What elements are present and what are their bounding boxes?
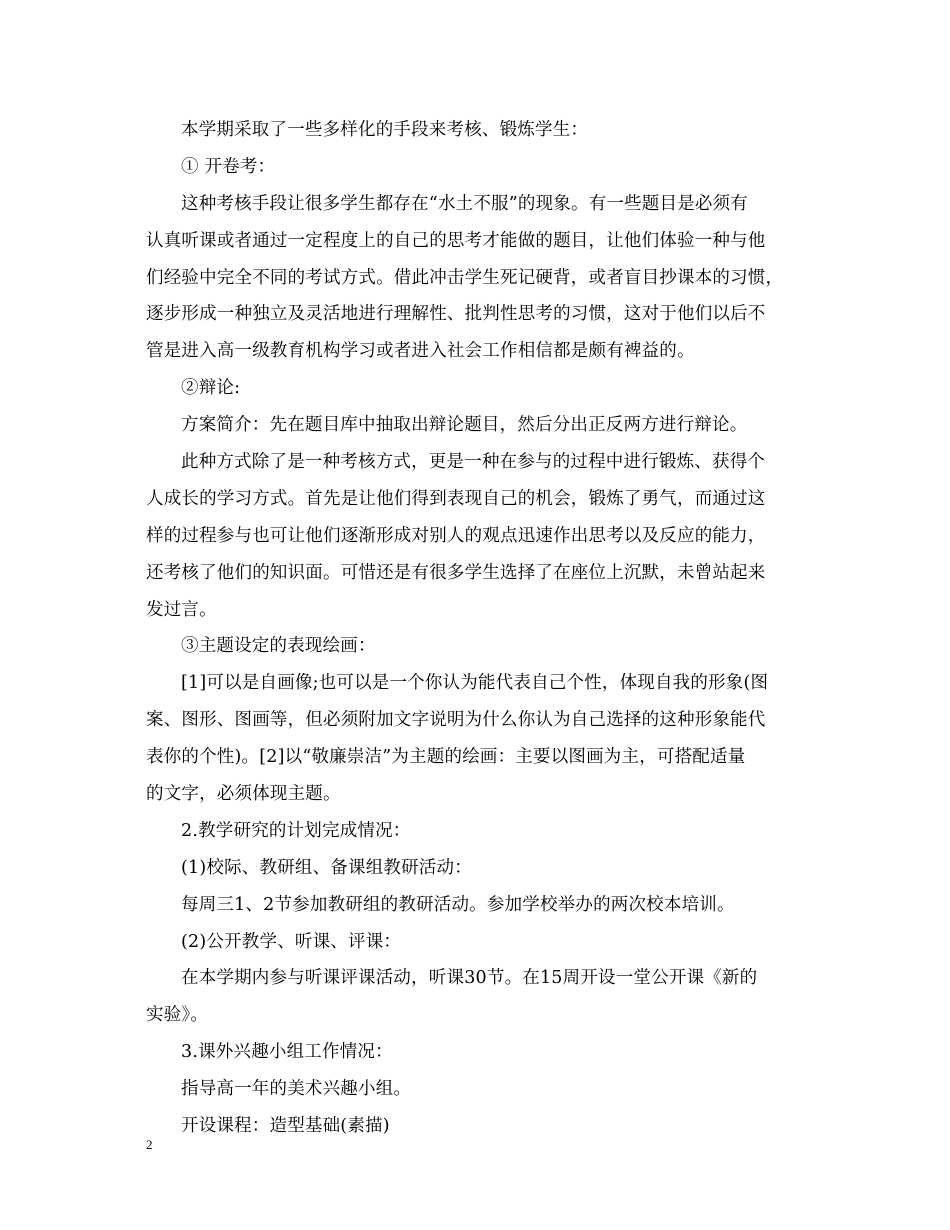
text-line: 人成长的学习方式。首先是让他们得到表现自己的机会，锻炼了勇气，而通过这 [146,488,766,509]
text-line: 指导高一年的美术兴趣小组。 [181,1079,412,1100]
text-line: 还考核了他们的知识面。可惜还是有很多学生选择了在座位上沉默，未曾站起来 [146,562,766,583]
text-line: 实验》。 [146,1005,209,1026]
text-line: 此种方式除了是一种考核方式，更是一种在参与的过程中进行锻炼、获得个 [181,452,766,473]
text-line: 方案简介：先在题目库中抽取出辩论题目，然后分出正反两方进行辩论。 [181,415,748,436]
text-line: 表你的个性)。[2]以“敬廉崇洁”为主题的绘画：主要以图画为主，可搭配适量 [146,747,746,768]
page-number: 2 [146,1137,153,1152]
text-line: ① 开卷考： [181,156,276,177]
text-line: 在本学期内参与听课评课活动，听课30节。在15周开设一堂公开课《新的 [181,968,758,989]
text-line: 这种考核手段让很多学生都存在“水土不服”的现象。有一些题目是必须有 [181,193,748,214]
text-line: 逐步形成一种独立及灵活地进行理解性、批判性思考的习惯，这对于他们以后不 [146,304,766,325]
document-body [146,112,806,1145]
text-line: 们经验中完全不同的考试方式。借此冲击学生死记硬背，或者盲目抄课本的习惯， [146,267,784,288]
text-line: [1]可以是自画像;也可以是一个你认为能代表自己个性，体现自我的形象(图 [181,673,769,694]
text-line: 3.课外兴趣小组工作情况： [181,1042,393,1063]
text-line: (2)公开教学、听课、评课： [181,931,402,952]
text-line: 本学期采取了一些多样化的手段来考核、锻炼学生： [181,120,589,140]
text-line: 的文字，必须体现主题。 [146,784,341,805]
text-line: 样的过程参与也可让他们逐渐形成对别人的观点迅速作出思考以及反应的能力， [146,525,766,546]
text-line: 2.教学研究的计划完成情况： [181,820,411,841]
text-line: ②辩论: [181,378,241,399]
text-line: (1)校际、教研组、备课组教研活动： [181,857,472,878]
text-line: 管是进入高一级教育机构学习或者进入社会工作相信都是颇有裨益的。 [146,341,695,362]
text-line: 发过言。 [146,599,217,620]
text-line: ③主题设定的表现绘画： [181,636,376,657]
text-line: 开设课程：造型基础(素描) [181,1116,390,1137]
text-line: 认真听课或者通过一定程度上的自己的思考才能做的题目，让他们体验一种与他 [146,230,766,251]
text-line: 每周三1、2节参加教研组的教研活动。参加学校举办的两次校本培训。 [181,894,735,915]
text-line: 案、图形、图画等，但必须附加文字说明为什么你认为自己选择的这种形象能代 [146,710,766,731]
